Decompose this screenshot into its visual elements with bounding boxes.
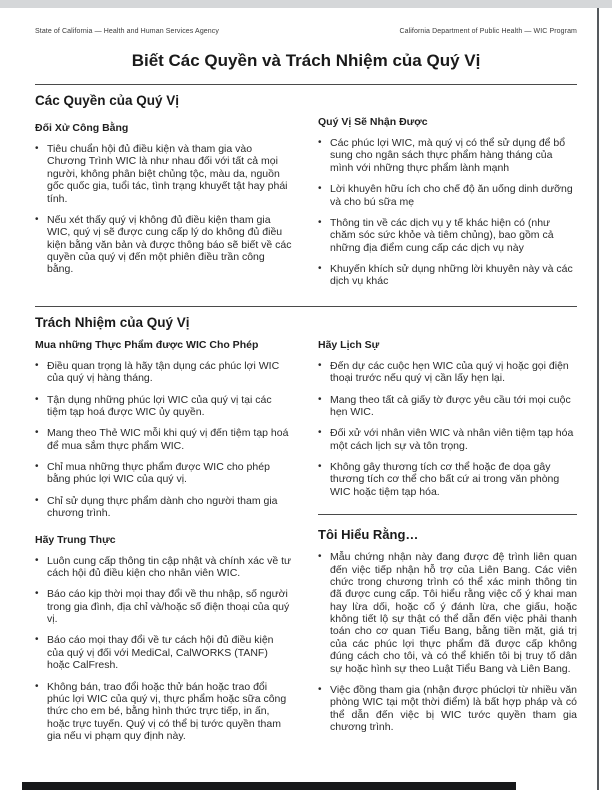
bullet-icon: •	[35, 680, 39, 692]
list-item	[318, 461, 577, 498]
bullet-icon: •	[318, 393, 322, 405]
list-item	[35, 495, 292, 520]
list-item-text: Thông tin về các dịch vụ y tế khác hiện có (như chăm sóc sức khỏe và tiêm chủng), bao gồm cả những địa điểm cung cấp các dịch vụ này	[330, 216, 554, 254]
responsibilities-left-column	[35, 339, 292, 743]
scan-edge-top	[0, 0, 612, 8]
list-item-text: Báo cáo kịp thời mọi thay đổi về thu nhập, số người trong gia đình, địa chỉ và/hoặc số điện thoại của quý vị.	[47, 588, 290, 625]
page-title: Biết Các Quyền và Trách Nhiệm của Quý Vị	[131, 51, 481, 70]
header-agency-right: California Department of Public Health — WIC Program	[399, 28, 577, 35]
list-item-text: Các phúc lợi WIC, mà quý vị có thể sử dụng để bổ sung cho ngân sách thực phẩm hàng tháng của mình với những thực phẩm lành mạnh	[330, 137, 566, 174]
list-item	[318, 360, 577, 385]
list-item	[35, 427, 292, 452]
list-item	[318, 551, 577, 675]
list-item-text: Mang theo Thẻ WIC mỗi khi quý vị đến tiệm tạp hoá để mua sắm thực phẩm WIC.	[47, 427, 289, 452]
list-item-text: Không bán, trao đổi hoặc thử bán hoặc trao đổi phúc lợi WIC của quý vị, thực phẩm hoặc sữa công thức cho em bé, bằng hình thức trực tiếp, in ấn, hoặc trực tuyến. Quý vị có thể bị tước quyền tham gia nếu vi phạm quy định này.	[47, 680, 287, 742]
bullet-icon: •	[318, 359, 322, 371]
section-responsibilities	[35, 315, 577, 743]
list-item-text: Không gây thương tích cơ thể hoặc đe dọa gây thương tích cơ thể cho bất cứ ai trong văn phòng WIC hoặc tiệm tạp hóa.	[330, 461, 560, 498]
bullet-icon: •	[318, 461, 322, 472]
list-item	[35, 588, 292, 625]
list-item	[318, 137, 577, 174]
list-item	[318, 217, 577, 254]
list-item	[35, 360, 292, 385]
list-item-text: Khuyến khích sử dụng những lời khuyên này và các dịch vụ khác	[330, 263, 573, 288]
list-item	[318, 263, 577, 288]
responsibilities-right-column	[318, 339, 577, 743]
list-item-text: Báo cáo mọi thay đổi về tư cách hội đủ điều kiện của quý vị đối với MediCal, CalWORKS (TANF) hoặc CalFresh.	[47, 634, 274, 672]
buy-allowed-foods-subheading: Mua những Thực Phẩm được WIC Cho Phép	[35, 338, 259, 351]
divider-understand	[318, 514, 577, 515]
list-item-text: Luôn cung cấp thông tin cập nhật và chính xác về tư cách hội đủ điều kiện cho nhân viên WIC.	[47, 554, 292, 579]
list-item	[318, 183, 577, 208]
bullet-icon: •	[35, 588, 39, 600]
list-item	[35, 143, 292, 205]
bullet-icon: •	[35, 143, 39, 154]
list-item	[35, 394, 292, 419]
bullet-icon: •	[35, 213, 39, 225]
list-item-text: Điều quan trọng là hãy tận dụng các phúc lợi WIC của quý vị hàng tháng.	[47, 359, 280, 385]
list-item-text: Đối xử với nhân viên WIC và nhân viên tiệm tạp hóa một cách lịch sự và tôn trọng.	[330, 427, 574, 452]
list-item	[318, 684, 577, 734]
list-item	[35, 555, 292, 580]
be-honest-subheading: Hãy Trung Thực	[35, 533, 116, 546]
list-item	[318, 394, 577, 419]
list-item-text: Mang theo tất cả giấy tờ được yêu cầu tới mọi cuộc hẹn WIC.	[330, 393, 571, 418]
bullet-icon: •	[35, 554, 39, 566]
divider-title	[35, 84, 577, 85]
list-item-text: Việc đồng tham gia (nhận được phúclợi từ nhiều văn phòng WIC tại một thời điểm) là bất hợp pháp và có thể dẫn đến việc bị WIC tước quyền tham gia chương trình.	[330, 683, 577, 733]
bullet-icon: •	[35, 427, 39, 439]
rights-columns	[35, 116, 577, 288]
bullet-icon: •	[35, 461, 39, 472]
list-item	[35, 634, 292, 671]
bullet-icon: •	[318, 183, 322, 195]
bullet-icon: •	[35, 393, 39, 405]
bullet-icon: •	[318, 683, 322, 695]
responsibilities-heading: Trách Nhiệm của Quý Vị	[35, 314, 190, 330]
section-rights	[35, 93, 577, 288]
list-item	[318, 427, 577, 452]
bullet-icon: •	[35, 359, 39, 371]
rights-heading: Các Quyền của Quý Vị	[35, 93, 180, 108]
bullet-icon: •	[35, 634, 39, 646]
list-item	[35, 681, 292, 743]
list-item	[35, 214, 292, 276]
bullet-icon: •	[318, 216, 322, 228]
bullet-icon: •	[318, 551, 322, 563]
list-item-text: Tiêu chuẩn hội đủ điều kiện và tham gia vào Chương Trình WIC là như nhau đối với tất cả mọi người, không phân biệt chủng tộc, màu da, nguồn gốc quốc gia, tuổi tác, tình trạng khuyết tật hay phái tính.	[47, 143, 288, 205]
bullet-icon: •	[35, 494, 39, 506]
list-item-text: Chỉ sử dụng thực phẩm dành cho người tham gia chương trình.	[47, 494, 278, 520]
i-understand-heading: Tôi Hiểu Rằng…	[318, 527, 419, 543]
list-item-text: Chỉ mua những thực phẩm được WIC cho phép bằng phúc lợi WIC của quý vị.	[47, 461, 270, 486]
bullet-icon: •	[318, 137, 322, 148]
bullet-icon: •	[318, 263, 322, 274]
list-item-text: Đến dự các cuộc hẹn WIC của quý vị hoặc gọi điện thoại trước nếu quý vị cần lấy hẹn lại.	[330, 359, 569, 385]
bullet-icon: •	[318, 427, 322, 439]
you-will-receive-subheading: Quý Vị Sẽ Nhận Được	[318, 116, 428, 128]
page-content	[0, 8, 612, 742]
scan-edge-bottom	[22, 782, 516, 790]
rights-right-column	[318, 116, 577, 288]
document-header	[35, 28, 577, 35]
list-item	[35, 461, 292, 486]
list-item-text: Nếu xét thấy quý vị không đủ điều kiện tham gia WIC, quý vị sẽ được cung cấp lý do không đủ điều kiện bằng văn bản và được thông báo sẽ biết về các quyền của quý vị đến một phiên điều trần công bằng.	[47, 213, 292, 276]
rights-left-column	[35, 116, 292, 288]
fair-treatment-subheading: Đối Xử Công Bằng	[35, 122, 129, 134]
responsibilities-columns	[35, 339, 577, 743]
list-item-text: Tận dụng những phúc lợi WIC của quý vị tại các tiệm tạp hoá được WIC ủy quyền.	[47, 393, 272, 418]
list-item-text: Mẫu chứng nhận này đang được đệ trình liên quan đến việc tiếp nhận hỗ trợ của Liên Bang. Các viên chức trong chương trình có thể xác minh thông tin đã được cung cấp. Tôi hiểu rằng việc cố ý khai man hay lừa dối, hoặc cố ý đánh lừa, che giấu, hoặc không tiết lộ sự thật có thể dẫn đến việc phải thanh toán cho cơ quan Tiểu Bang, bằng tiền mặt, giá trị của các phúc lợi thực phẩm đã được cấp không đúng cách cho tôi, và có thể khiến tôi bị truy tố dân sự hoặc hình sự theo Luật Tiểu Bang và Liên Bang.	[330, 551, 577, 675]
list-item-text: Lời khuyên hữu ích cho chế độ ăn uống dinh dưỡng và cho bú sữa mẹ	[330, 183, 573, 208]
divider-sections	[35, 306, 577, 307]
be-polite-subheading: Hãy Lịch Sự	[318, 338, 380, 351]
header-agency-left: State of California — Health and Human Services Agency	[35, 28, 219, 35]
